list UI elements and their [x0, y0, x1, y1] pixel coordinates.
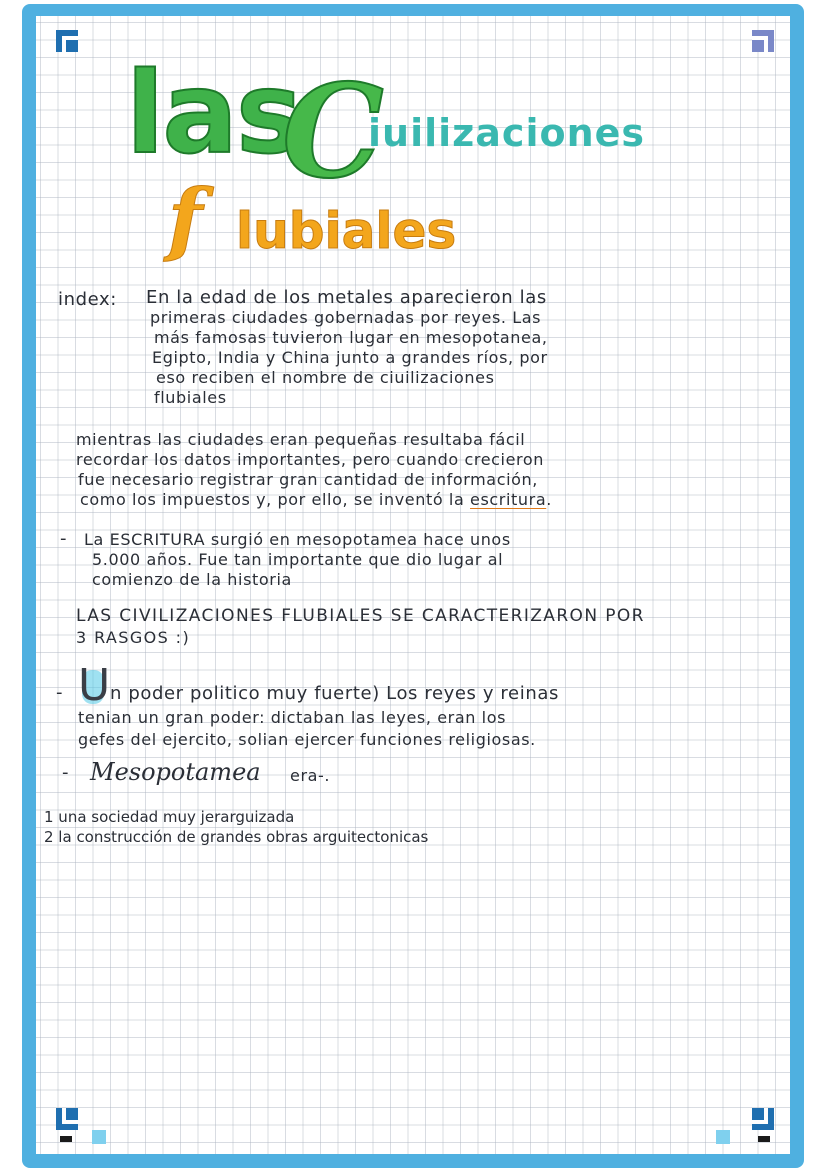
corner-bracket-icon-top-left — [56, 30, 78, 52]
intro-line: En la edad de los metales aparecieron las — [146, 287, 547, 308]
bullet-line: 5.000 años. Fue tan importante que dio lugar al — [92, 550, 504, 569]
paragraph-text: como los impuestos y, por ello, se inventó la — [80, 490, 471, 509]
title-word-civilizaciones: iuilizaciones — [368, 111, 646, 155]
trait-line: gefes del ejercito, solian ejercer funciones religiosas. — [78, 730, 536, 749]
paragraph-line: recordar los datos importantes, pero cuando crecieron — [76, 450, 545, 469]
square-icon-bottom-right-small — [716, 1130, 730, 1144]
trait-dash: - — [56, 682, 63, 703]
bullet-line: La ESCRITURA surgió en mesopotamea hace unos — [84, 530, 511, 549]
corner-bracket-icon-bottom-left — [56, 1108, 78, 1144]
bullet-dash: - — [60, 528, 67, 549]
intro-line: Egipto, India y China junto a grandes ríos, por — [152, 348, 548, 367]
mesopotamia-rest: era-. — [290, 766, 331, 785]
title-word-flubiales: lubiales — [236, 202, 457, 260]
index-label: index: — [58, 289, 117, 310]
mesopotamia-dash: - — [62, 762, 69, 783]
escritura-underlined: escritura — [470, 490, 547, 509]
bullet-line: comienzo de la historia — [92, 570, 292, 589]
corner-bracket-icon-bottom-right — [752, 1108, 774, 1144]
paragraph-period: . — [546, 490, 552, 509]
traits-heading-line: LAS CIVILIZACIONES FLUBIALES SE CARACTERIZARON POR — [76, 606, 645, 626]
paragraph-line: fue necesario registrar gran cantidad de información, — [78, 470, 538, 489]
corner-bracket-icon-top-right — [752, 30, 774, 52]
numbered-item: 1 una sociedad muy jerarguizada — [44, 808, 295, 826]
square-icon-bottom-left-small — [92, 1130, 106, 1144]
title-initial-c: C — [282, 57, 384, 207]
title-initial-f: f — [168, 171, 203, 265]
traits-heading-line: 3 RASGOS :) — [76, 628, 191, 647]
intro-line: eso reciben el nombre de ciuilizaciones — [156, 368, 495, 387]
mesopotamia-script: Mesopotamea — [90, 758, 261, 786]
intro-line: primeras ciudades gobernadas por reyes. Las — [150, 308, 542, 327]
numbered-item: 2 la construcción de grandes obras arguitectonicas — [44, 828, 429, 846]
title-word-las: las — [126, 49, 301, 179]
trait-initial-u: U — [78, 660, 111, 711]
paragraph-line-last — [80, 490, 552, 510]
trait-first-line: n poder politico muy fuerte) Los reyes y reinas — [110, 683, 559, 704]
trait-line: tenian un gran poder: dictaban las leyes, eran los — [78, 708, 507, 727]
paragraph-line: mientras las ciudades eran pequeñas resultaba fácil — [76, 430, 526, 449]
intro-line: más famosas tuvieron lugar en mesopotanea, — [154, 328, 548, 347]
intro-line: flubiales — [154, 388, 227, 407]
